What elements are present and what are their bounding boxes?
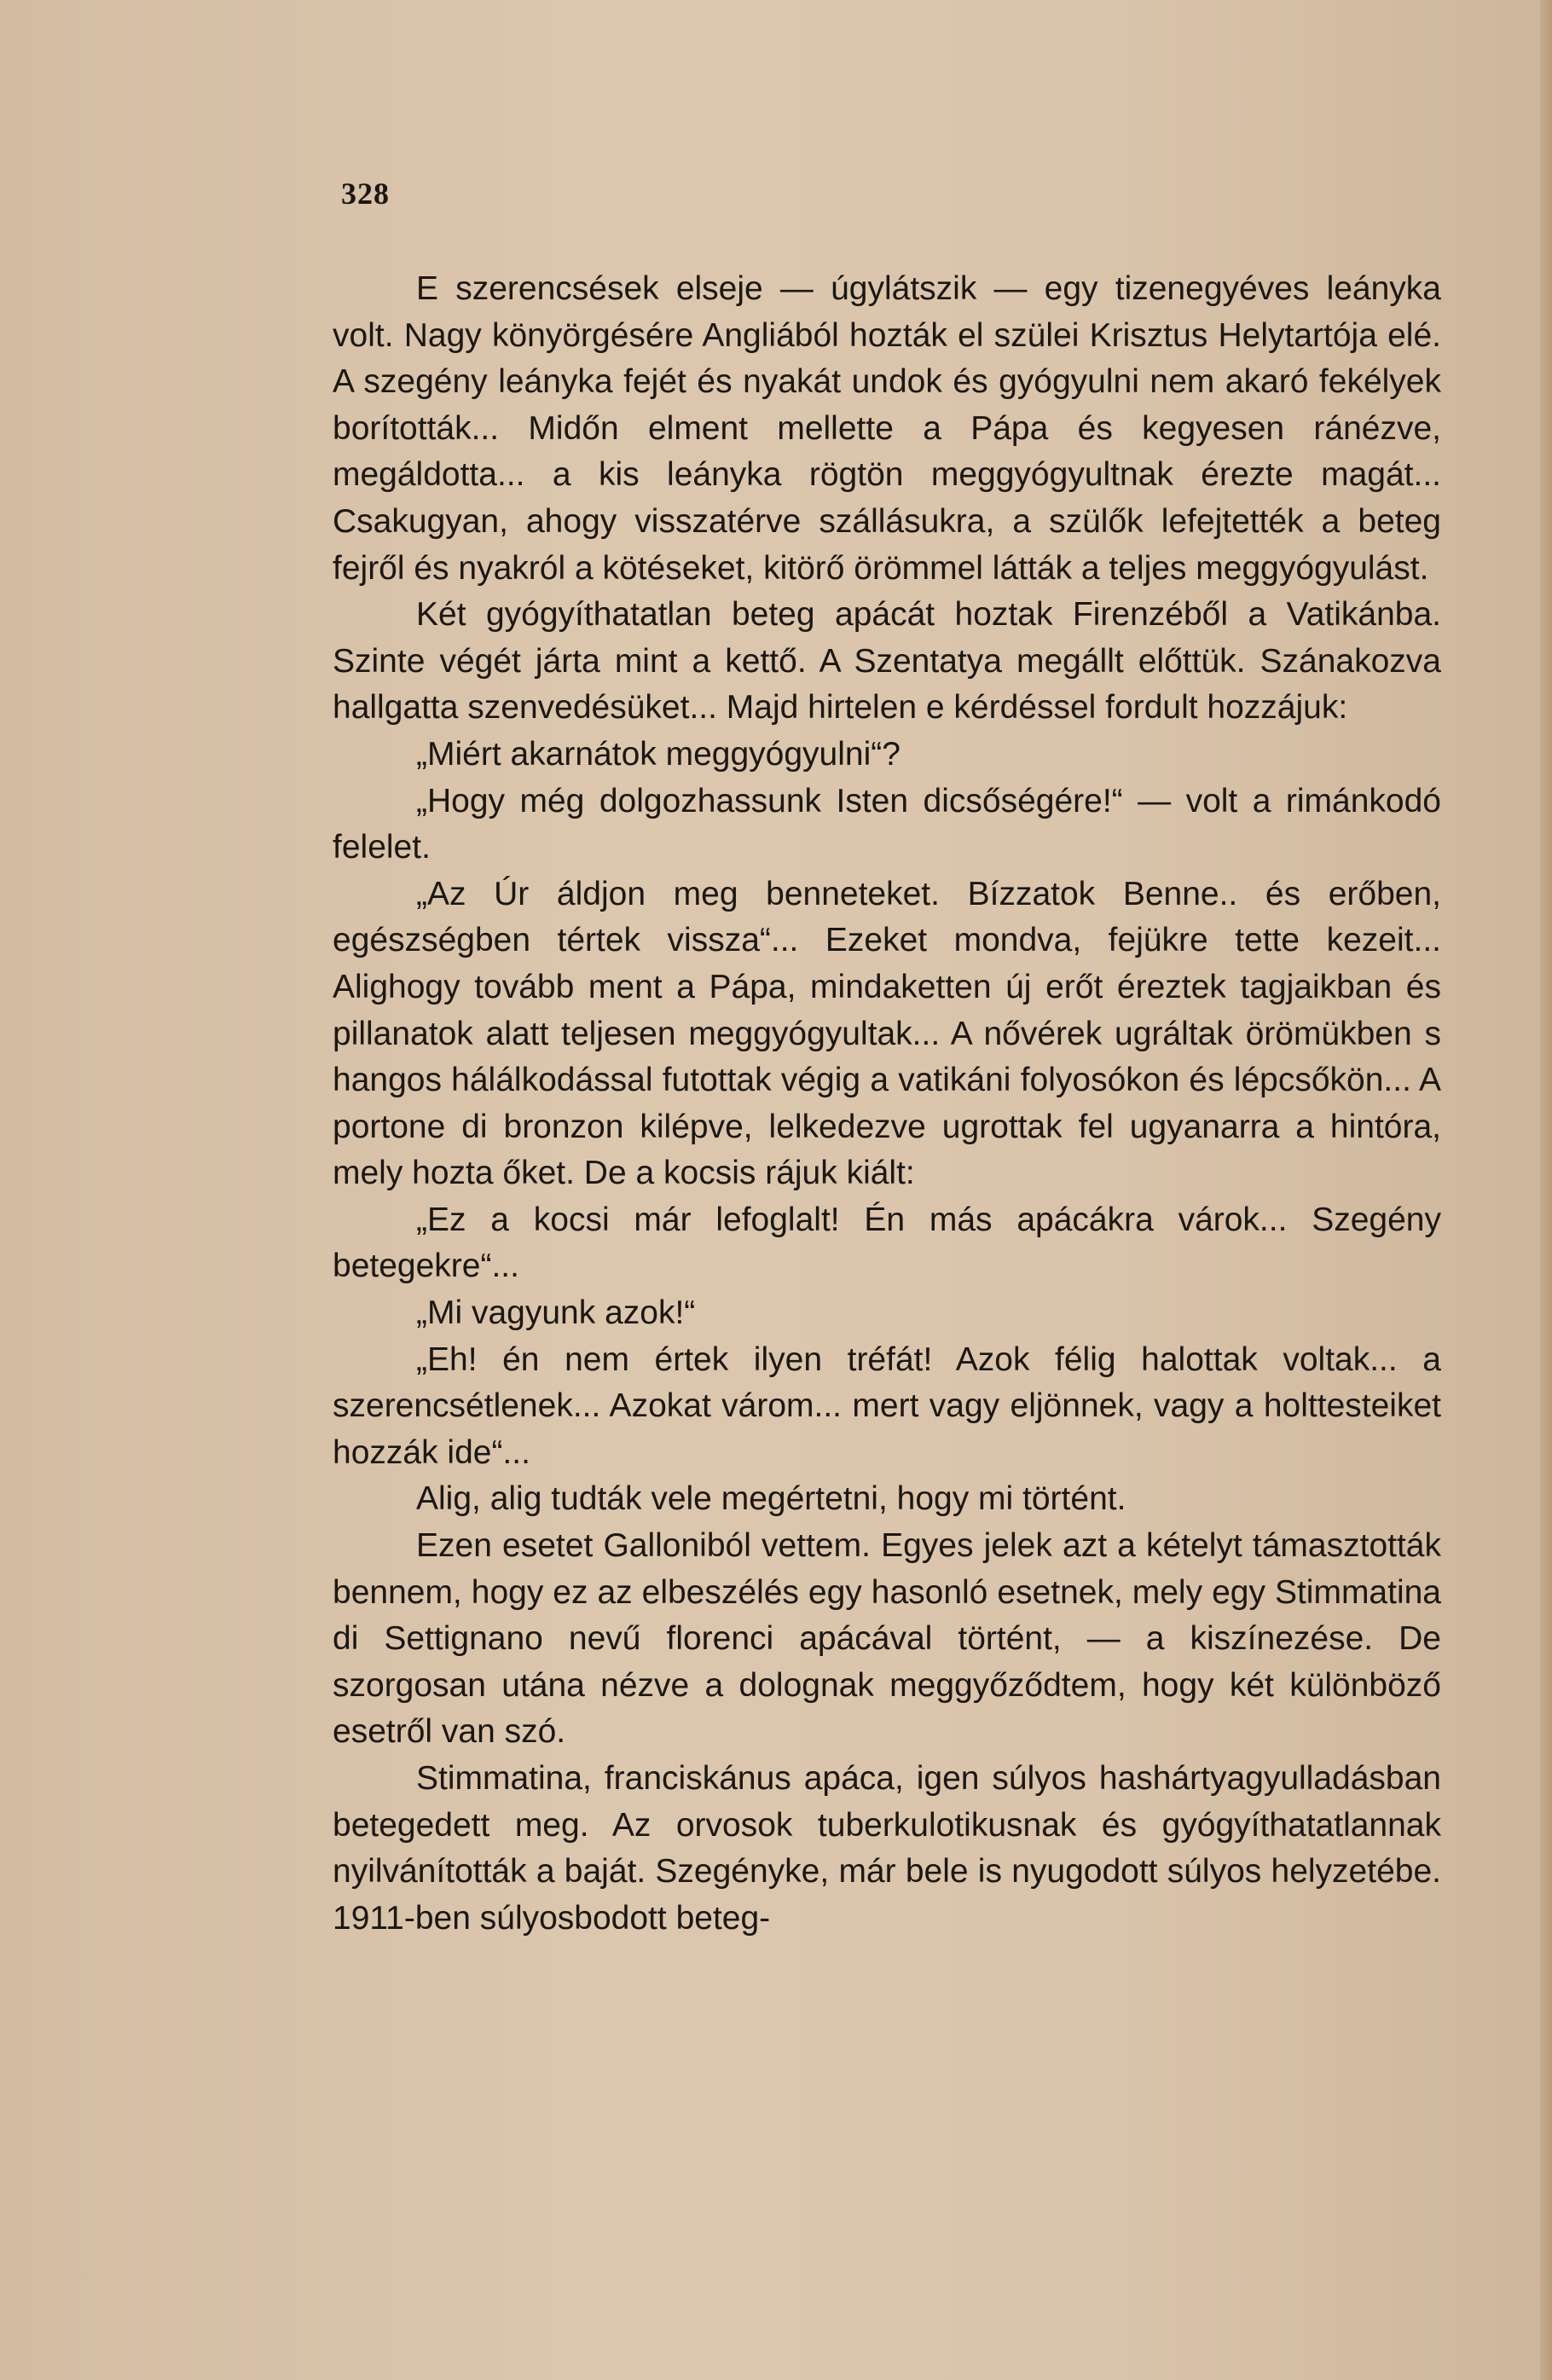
paragraph-9: Alig, alig tudták vele megértetni, hogy mi történt. bbox=[416, 1480, 1126, 1518]
page-number: 328 bbox=[341, 177, 390, 211]
paragraph-11: Stimmatina, franciskánus apáca, igen súlyos hashártyagyulladásban betegedett meg. Az orvosok tuberkulotikusnak és gyógyíthatatlannak nyilvánították a baját. Szegényke, már bele is nyugodott súlyos helyzetébe. 1911-ben súlyosbodott beteg- bbox=[333, 1760, 1441, 1937]
paragraph-3: „Miért akarnátok meggyógyulni“? bbox=[416, 735, 901, 773]
paragraph-10: Ezen esetet Galloniból vettem. Egyes jelek azt a kételyt támasztották bennem, hogy ez az elbeszélés egy hasonló esetnek, mely egy Stimmatina di Settignano nevű florenci apácával történt, — a kiszínezése. De szorgosan utána nézve a dolognak meggyőződtem, hogy két különböző esetről van szó. bbox=[333, 1527, 1441, 1751]
paragraph-2: Két gyógyíthatatlan beteg apácát hoztak Firenzéből a Vatikánba. Szinte végét járta mint a kettő. A Szentatya megállt előttük. Szánakozva hallgatta szenvedésüket... Majd hirtelen e kérdéssel fordult hozzájuk: bbox=[333, 596, 1441, 727]
paragraph-5: „Az Úr áldjon meg benneteket. Bízzatok Benne.. és erőben, egészségben tértek vissza“... Ezeket mondva, fejükre tette kezeit... Alighogy tovább ment a Pápa, mindaketten új erőt éreztek tagjaikban és pillanatok alatt teljesen meggyógyultak... A nővérek ugráltak örömükben s hangos hálálkodással futottak végig a vatikáni folyosókon és lépcsőkön... A portone di bronzon kilépve, lelkedezve ugrottak fel ugyanarra a hintóra, mely hozta őket. De a kocsis rájuk kiált: bbox=[333, 875, 1441, 1192]
paragraph-1: E szerencsések elseje — úgylátszik — egy tizenegyéves leányka volt. Nagy könyörgésére Angliából hozták el szülei Krisztus Helytartója elé. A szegény leányka fejét és nyakát undok és gyógyulni nem akaró fekélyek borították... Midőn elment mellette a Pápa és kegyesen ránézve, megáldotta... a kis leányka rögtön meggyógyultnak érezte magát... Csakugyan, ahogy visszatérve szállásukra, a szülők lefejtették a beteg fejről és nyakról a kötéseket, kitörő örömmel látták a teljes meggyógyulást. bbox=[333, 270, 1441, 587]
paragraph-7: „Mi vagyunk azok!“ bbox=[416, 1294, 696, 1332]
paragraph-4: „Hogy még dolgozhassunk Isten dicsőségére!“ — volt a rimánkodó felelet. bbox=[333, 782, 1441, 866]
paragraph-6: „Ez a kocsi már lefoglalt! Én más apácákra várok... Szegény betegekre“... bbox=[333, 1201, 1441, 1285]
body-text bbox=[333, 266, 1441, 1942]
page-edge bbox=[1540, 0, 1552, 2380]
paragraph-8: „Eh! én nem értek ilyen tréfát! Azok félig halottak voltak... a szerencsétlenek... Azokat várom... mert vagy eljönnek, vagy a holttesteiket hozzák ide“... bbox=[333, 1341, 1441, 1471]
